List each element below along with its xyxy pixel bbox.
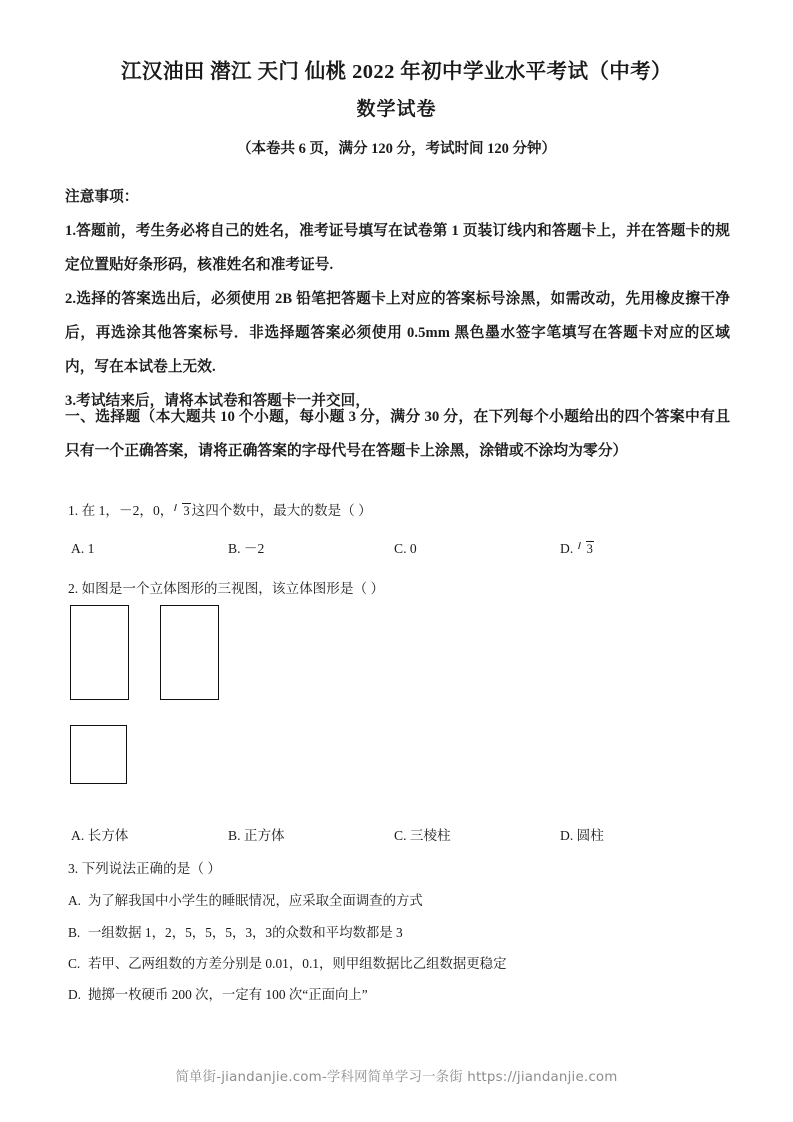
option-label: D. [560,541,574,556]
option-label: C. [394,828,407,843]
option-label: A. [71,541,85,556]
option-label: D. [68,987,82,1002]
question-1-option-c[interactable] [394,538,417,560]
notice-item-1: 1.答题前，考生务必将自己的姓名，准考证号填写在试卷第 1 页装订线内和答题卡上，并在答题卡的规定位置贴好条形码，核准姓名和准考证号. [65,223,730,273]
question-3-option-d[interactable] [68,984,368,1006]
section-heading-multiple-choice: 一、选择题（本大题共 10 个小题，每小题 3 分，满分 30 分，在下列每个小题给出的四个答案中有且只有一个正确答案，请将正确答案的字母代号在答题卡上涂黑，涂错或不涂均为零分） [65,409,730,459]
notice-heading: 注意事项： [65,189,139,205]
option-label: A. [68,893,82,908]
notice-block [65,180,730,418]
option-text: 抛掷一枚硬币 200 次，一定有 100 次“正面向上” [88,987,368,1002]
option-text: 正方体 [243,828,285,843]
option-text: 长方体 [87,828,129,843]
question-3-option-a[interactable] [68,890,423,912]
option-text: －2 [243,541,265,556]
option-text: 0 [409,541,417,556]
option-label: B. [228,541,241,556]
top-view-square [70,725,127,784]
option-label: D. [560,828,574,843]
question-3-option-c[interactable] [68,953,506,975]
question-2-options [0,825,793,849]
option-label: B. [68,925,81,940]
option-label: C. [394,541,407,556]
question-1-options [0,538,793,562]
option-text: 为了解我国中小学生的睡眠情况，应采取全面调查的方式 [88,893,423,908]
question-1-number: 1. [68,503,79,518]
question-1-stem [68,500,372,522]
option-label: C. [68,956,81,971]
option-text: 1 [87,541,95,556]
option-label: A. [71,828,85,843]
option-text: 若甲、乙两组数的方差分别是 0.01，0.1，则甲组数据比乙组数据更稳定 [88,956,507,971]
option-radicand: 3 [586,542,593,556]
question-1-option-d[interactable] [560,538,595,560]
question-1-stem-pre: 在 1，－2，0， [81,503,174,518]
notice-item-3: 3.考试结来后，请将本试卷和答题卡一并交回， [65,393,371,409]
exam-meta-line: （本卷共 6 页，满分 120 分，考试时间 120 分钟） [237,141,556,157]
side-view-rectangle [160,605,219,700]
sqrt-icon [578,538,594,560]
question-1-option-a[interactable] [71,538,94,560]
question-3-option-b[interactable] [68,922,403,944]
page-title: 江汉油田 潜江 天门 仙桃 2022 年初中学业水平考试（中考） [121,61,672,83]
option-text: 圆柱 [576,828,604,843]
option-text: 三棱柱 [409,828,451,843]
question-1-option-b[interactable] [228,538,264,560]
question-2-option-c[interactable] [394,825,451,847]
option-text: 一组数据 1，2，5，5，5，3，3的众数和平均数都是 3 [88,925,403,940]
option-label: B. [228,828,241,843]
question-2-option-d[interactable] [560,825,604,847]
footer-watermark: 简单街-jiandanjie.com-学科网简单学习一条街 https://jiandanjie.com [175,1070,618,1085]
document-header [65,57,728,162]
question-2-option-a[interactable] [71,825,128,847]
page-subtitle: 数学试卷 [356,99,437,120]
notice-item-2: 2.选择的答案选出后，必须使用 2B 铅笔把答题卡上对应的答案标号涂黑，如需改动，先用橡皮擦干净后，再选涂其他答案标号．非选择题答案必须使用 0.5mm 黑色墨水签字笔填写在答题卡对应的区域内，写在本试卷上无效. [65,291,730,375]
question-2-stem: 2. 如图是一个立体图形的三视图，该立体图形是（ ） [68,581,385,596]
question-2-option-b[interactable] [228,825,285,847]
sqrt-icon [174,500,190,522]
question-1-radicand: 3 [183,504,190,518]
question-3-stem: 3. 下列说法正确的是（ ） [68,861,221,876]
question-1-stem-post: 这四个数中，最大的数是（ ） [191,503,372,518]
front-view-rectangle [70,605,129,700]
